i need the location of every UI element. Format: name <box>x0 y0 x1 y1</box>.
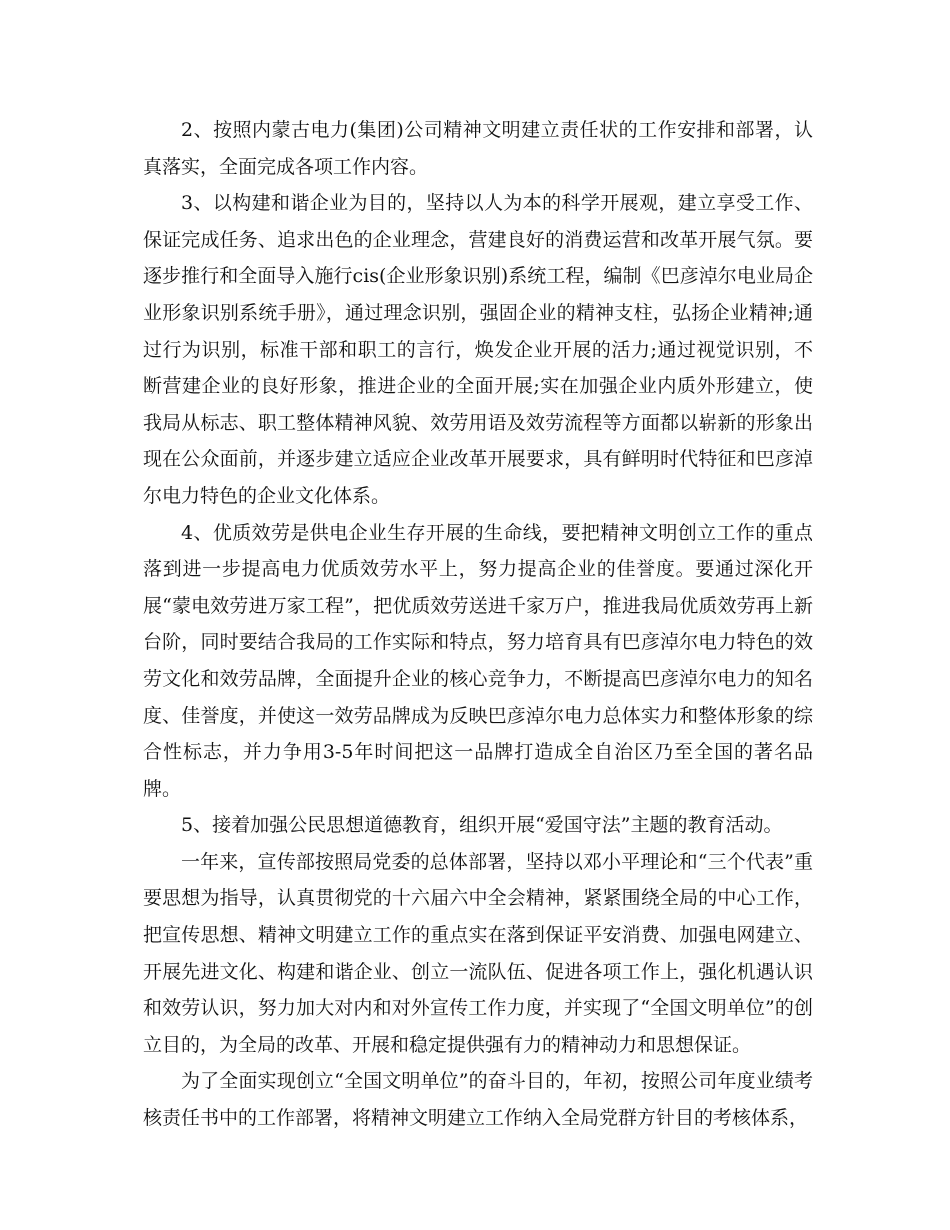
document-body <box>143 112 813 1137</box>
paragraph-item-3: 3、以构建和谐企业为目的，坚持以人为本的科学开展观，建立享受工作、保证完成任务、追求出色的企业理念，营建良好的消费运营和改革开展气氛。要逐步推行和全面导入施行cis(企业形象识别)系统工程，编制《巴彦淖尔电业局企业形象识别系统手册》，通过理念识别，强固企业的精神支柱，弘扬企业精神;通过行为识别，标准干部和职工的言行，焕发企业开展的活力;通过视觉识别，不断营建企业的良好形象，推进企业的全面开展;实在加强企业内质外形建立，使我局从标志、职工整体精神风貌、效劳用语及效劳流程等方面都以崭新的形象出现在公众面前，并逐步建立适应企业改革开展要求，具有鲜明时代特征和巴彦淖尔电力特色的企业文化体系。 <box>143 192 813 507</box>
paragraph-annual-summary: 一年来，宣传部按照局党委的总体部署，坚持以邓小平理论和“三个代表”重要思想为指导，认真贯彻党的十六届六中全会精神，紧紧围绕全局的中心工作，把宣传思想、精神文明建立工作的重点实在落到保证平安消费、加强电网建立、开展先进文化、构建和谐企业、创立一流队伍、促进各项工作上，强化机遇认识和效劳认识，努力加大对内和对外宣传工作力度，并实现了“全国文明单位”的创立目的，为全局的改革、开展和稳定提供强有力的精神动力和思想保证。 <box>143 850 813 1056</box>
paragraph-goal: 为了全面实现创立“全国文明单位”的奋斗目的，年初，按照公司年度业绩考核责任书中的工作部署，将精神文明建立工作纳入全局党群方针目的考核体系， <box>143 1070 813 1130</box>
paragraph-item-5: 5、接着加强公民思想道德教育，组织开展“爱国守法”主题的教育活动。 <box>181 814 783 837</box>
paragraph-item-4: 4、优质效劳是供电企业生存开展的生命线，要把精神文明创立工作的重点落到进一步提高电力优质效劳水平上，努力提高企业的佳誉度。要通过深化开展“蒙电效劳进万家工程”，把优质效劳送进千家万户，推进我局优质效劳再上新台阶，同时要结合我局的工作实际和特点，努力培育具有巴彦淖尔电力特色的效劳文化和效劳品牌，全面提升企业的核心竞争力，不断提高巴彦淖尔电力的知名度、佳誉度，并使这一效劳品牌成为反映巴彦淖尔电力总体实力和整体形象的综合性标志，并力争用3-5年时间把这一品牌打造成全自治区乃至全国的著名品牌。 <box>143 521 813 800</box>
paragraph-item-2: 2、按照内蒙古电力(集团)公司精神文明建立责任状的工作安排和部署，认真落实，全面完成各项工作内容。 <box>143 119 813 178</box>
